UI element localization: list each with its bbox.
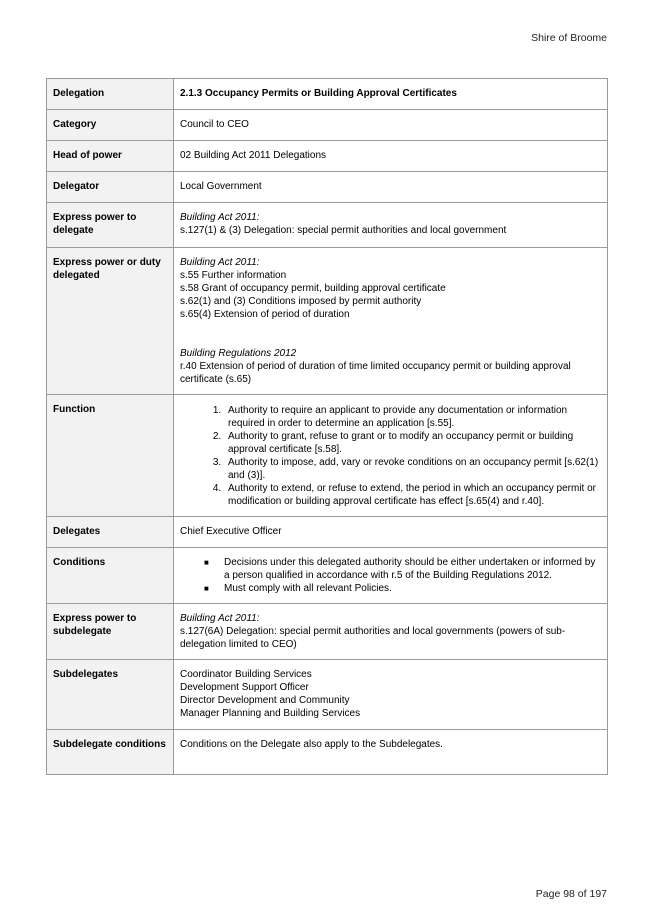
label-express-power-subdelegate: Express power to subdelegate [47, 604, 174, 660]
section-text: s.127(6A) Delegation: special permit authorities and local governments (powers of sub-delegation limited to CEO) [180, 626, 566, 650]
subdelegate-item: Director Development and Community [180, 695, 350, 706]
spacer [180, 321, 601, 347]
section-line: s.65(4) Extension of period of duration [180, 309, 350, 320]
label-delegator: Delegator [47, 172, 174, 203]
regulations-text: r.40 Extension of period of duration of time limited occupancy permit or building approval certificate (s.65) [180, 361, 571, 385]
row-category [47, 110, 608, 141]
act-name: Building Act 2011: [180, 212, 260, 223]
label-category: Category [47, 110, 174, 141]
bullet-icon: ■ [204, 558, 209, 567]
value-function [174, 395, 608, 517]
function-item: 2. Authority to grant, refuse to grant or to modify an occupancy permit or building approval certificate [s.58]. [224, 430, 601, 456]
act-name: Building Act 2011: [180, 613, 260, 624]
condition-text: Must comply with all relevant Policies. [224, 583, 392, 594]
label-delegates: Delegates [47, 517, 174, 548]
header-organisation: Shire of Broome [531, 32, 607, 44]
condition-item [204, 556, 601, 582]
label-express-power-delegate: Express power to delegate [47, 203, 174, 248]
condition-text: Decisions under this delegated authority should be either undertaken or informed by a person qualified in accordance with r.5 of the Building Regulations 2012. [224, 557, 596, 581]
section-line: s.55 Further information [180, 270, 287, 281]
subdelegate-item: Coordinator Building Services [180, 669, 312, 680]
label-delegation: Delegation [47, 79, 174, 110]
value-express-power-subdelegate [174, 604, 608, 660]
value-delegator: Local Government [174, 172, 608, 203]
row-subdelegates [47, 660, 608, 730]
value-subdelegates [174, 660, 608, 730]
value-category: Council to CEO [174, 110, 608, 141]
subdelegate-item: Development Support Officer [180, 682, 309, 693]
page-number: Page 98 of 197 [535, 888, 607, 900]
value-express-power-delegate [174, 203, 608, 248]
row-express-power-duty [47, 248, 608, 395]
row-express-power-delegate [47, 203, 608, 248]
conditions-list [180, 556, 601, 595]
row-delegates [47, 517, 608, 548]
row-conditions [47, 548, 608, 604]
function-item: 1. Authority to require an applicant to provide any documentation or information required in order to determine an application [s.55]. [224, 404, 601, 430]
value-delegation: 2.1.3 Occupancy Permits or Building Approval Certificates [174, 79, 608, 110]
label-function: Function [47, 395, 174, 517]
row-head-of-power [47, 141, 608, 172]
act-name: Building Act 2011: [180, 257, 260, 268]
function-list [180, 404, 601, 508]
bullet-icon: ■ [204, 584, 209, 593]
section-line: s.62(1) and (3) Conditions imposed by permit authority [180, 296, 422, 307]
label-conditions: Conditions [47, 548, 174, 604]
value-express-power-duty [174, 248, 608, 395]
value-conditions [174, 548, 608, 604]
value-head-of-power: 02 Building Act 2011 Delegations [174, 141, 608, 172]
function-item: 4. Authority to extend, or refuse to extend, the period in which an occupancy permit or modification or building approval certificate has effect [s.65(4) and r.40]. [224, 482, 601, 508]
function-item: 3. Authority to impose, add, vary or revoke conditions on an occupancy permit [s.62(1) and (3)]. [224, 456, 601, 482]
condition-item [204, 582, 601, 595]
label-express-power-duty: Express power or duty delegated [47, 248, 174, 395]
row-delegator [47, 172, 608, 203]
row-function [47, 395, 608, 517]
label-head-of-power: Head of power [47, 141, 174, 172]
row-express-power-subdelegate [47, 604, 608, 660]
row-subdelegate-conditions [47, 730, 608, 775]
value-subdelegate-conditions: Conditions on the Delegate also apply to the Subdelegates. [174, 730, 608, 775]
section-text: s.127(1) & (3) Delegation: special permit authorities and local government [180, 225, 507, 236]
subdelegate-item: Manager Planning and Building Services [180, 708, 361, 719]
label-subdelegates: Subdelegates [47, 660, 174, 730]
section-line: s.58 Grant of occupancy permit, building approval certificate [180, 283, 446, 294]
regulations-title: Building Regulations 2012 [180, 348, 297, 359]
label-subdelegate-conditions: Subdelegate conditions [47, 730, 174, 775]
delegation-table [46, 78, 608, 775]
value-delegates: Chief Executive Officer [174, 517, 608, 548]
row-delegation [47, 79, 608, 110]
